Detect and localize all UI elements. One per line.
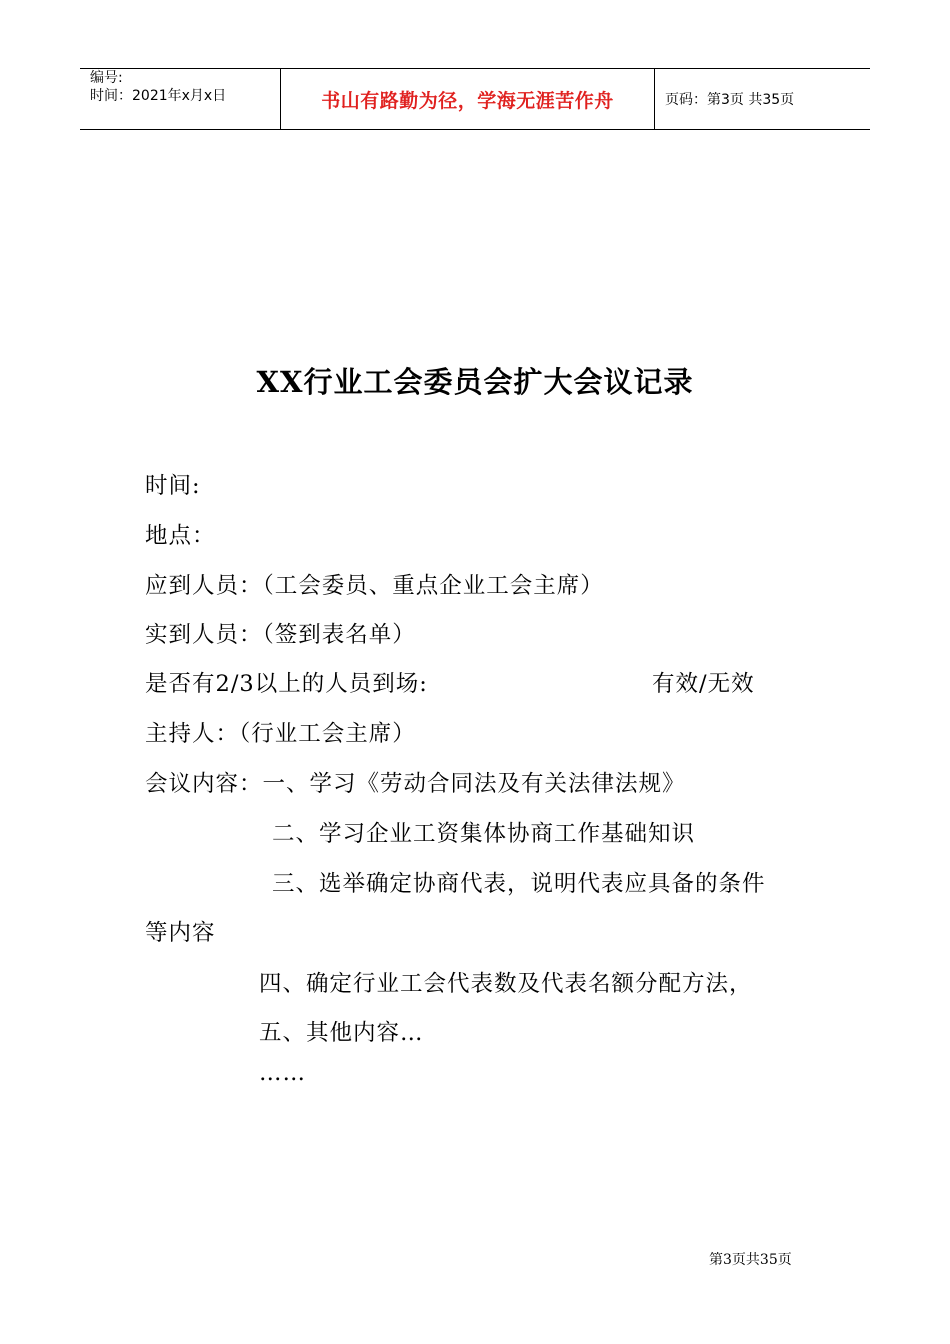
field-expected-attendees: 应到人员：（工会委员、重点企业工会主席） [145, 573, 604, 599]
header-page-cell [655, 69, 870, 129]
header-date: 时间：2021年x月x日 [90, 88, 227, 104]
field-location: 地点： [145, 523, 216, 549]
agenda-item-5: 五、其他内容… [259, 1020, 424, 1046]
field-actual-attendees: 实到人员：（签到表名单） [145, 622, 416, 648]
agenda-item-3-continued: 等内容 [145, 920, 216, 946]
header-meta-cell [80, 69, 281, 129]
field-quorum-question: 是否有2/3以上的人员到场: [145, 671, 428, 697]
footer-page-number: 第3页共35页 [709, 1252, 792, 1268]
document-title: XX行业工会委员会扩大会议记录 [256, 365, 694, 399]
agenda-item-3: 三、选举确定协商代表，说明代表应具备的条件 [272, 871, 766, 897]
header-page-number: 页码：第3页 共35页 [665, 92, 795, 108]
field-host: 主持人：（行业工会主席） [145, 721, 416, 747]
header-motto-cell [281, 69, 655, 129]
header-motto: 书山有路勤为径，学海无涯苦作舟 [321, 89, 614, 112]
serial-number-label: 编号: [90, 70, 123, 86]
field-time: 时间: [145, 473, 201, 499]
agenda-item-1: 会议内容：一、学习《劳动合同法及有关法律法规》 [145, 771, 686, 797]
page-header [80, 68, 870, 130]
agenda-item-4: 四、确定行业工会代表数及代表名额分配方法， [259, 971, 753, 997]
agenda-item-2: 二、学习企业工资集体协商工作基础知识 [272, 821, 696, 847]
agenda-ellipsis: …… [259, 1060, 306, 1086]
field-quorum-status: 有效/无效 [652, 671, 755, 697]
